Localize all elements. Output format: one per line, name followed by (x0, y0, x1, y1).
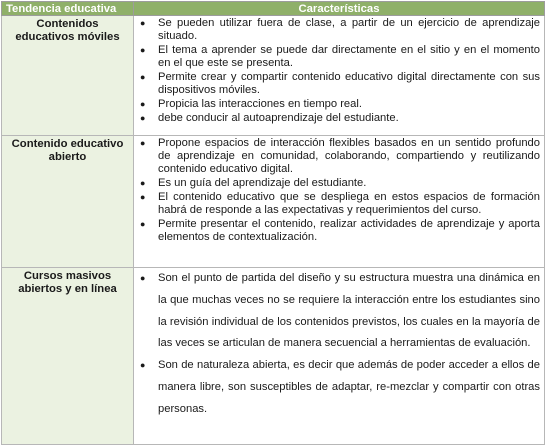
list-item: ● Propone espacios de interacción flexibles basados en un sentido profundo de aprendizaje en comunidad, colaborando, compartiendo y reutilizando contenido educativo digital. (138, 137, 540, 176)
header-characteristics: Características (134, 2, 545, 16)
header-trend: Tendencia educativa (2, 2, 134, 16)
trend-name: Cursos masivos abiertos y en línea (2, 268, 134, 445)
table-row (2, 16, 545, 136)
list-item: ● El contenido educativo que se despliega en estos espacios de formación habrá de responde a las expectativas y requerimientos del curso. (138, 191, 540, 217)
table-header-row (2, 2, 545, 16)
characteristics-cell (134, 136, 545, 268)
characteristics-cell (134, 268, 545, 445)
list-item: ● Permite presentar el contenido, realizar actividades de aprendizaje y aporta elementos de contextualización. (138, 218, 540, 244)
characteristics-cell (134, 16, 545, 136)
table-row (2, 136, 545, 268)
characteristics-list (134, 16, 544, 125)
characteristics-list (134, 136, 544, 244)
trend-name: Contenido educativo abierto (2, 136, 134, 268)
list-item: ● Es un guía del aprendizaje del estudiante. (138, 177, 540, 190)
list-item: ● El tema a aprender se puede dar directamente en el sitio y en el momento en el que este se presenta. (138, 44, 540, 70)
list-item: ● Son de naturaleza abierta, es decir que además de poder acceder a ellos de manera libre, son susceptibles de adaptar, re-mezclar y compartir con otras personas. (138, 355, 540, 420)
list-item: ● Son el punto de partida del diseño y su estructura muestra una dinámica en la que muchas veces no se requiere la interacción entre los estudiantes sino la revisión individual de los contenidos previstos, los cuales en la mayoría de las veces se articulan de manera secuencial a herramientas de evaluación. (138, 268, 540, 355)
list-item: ● Propicia las interacciones en tiempo real. (138, 98, 540, 111)
characteristics-list (134, 268, 544, 421)
table-row (2, 268, 545, 445)
educational-trends-table (1, 1, 545, 445)
list-item: ● debe conducir al autoaprendizaje del estudiante. (138, 112, 540, 125)
list-item: ● Se pueden utilizar fuera de clase, a partir de un ejercicio de aprendizaje situado. (138, 17, 540, 43)
list-item: ● Permite crear y compartir contenido educativo digital directamente con sus dispositivos móviles. (138, 71, 540, 97)
trend-name: Contenidos educativos móviles (2, 16, 134, 136)
